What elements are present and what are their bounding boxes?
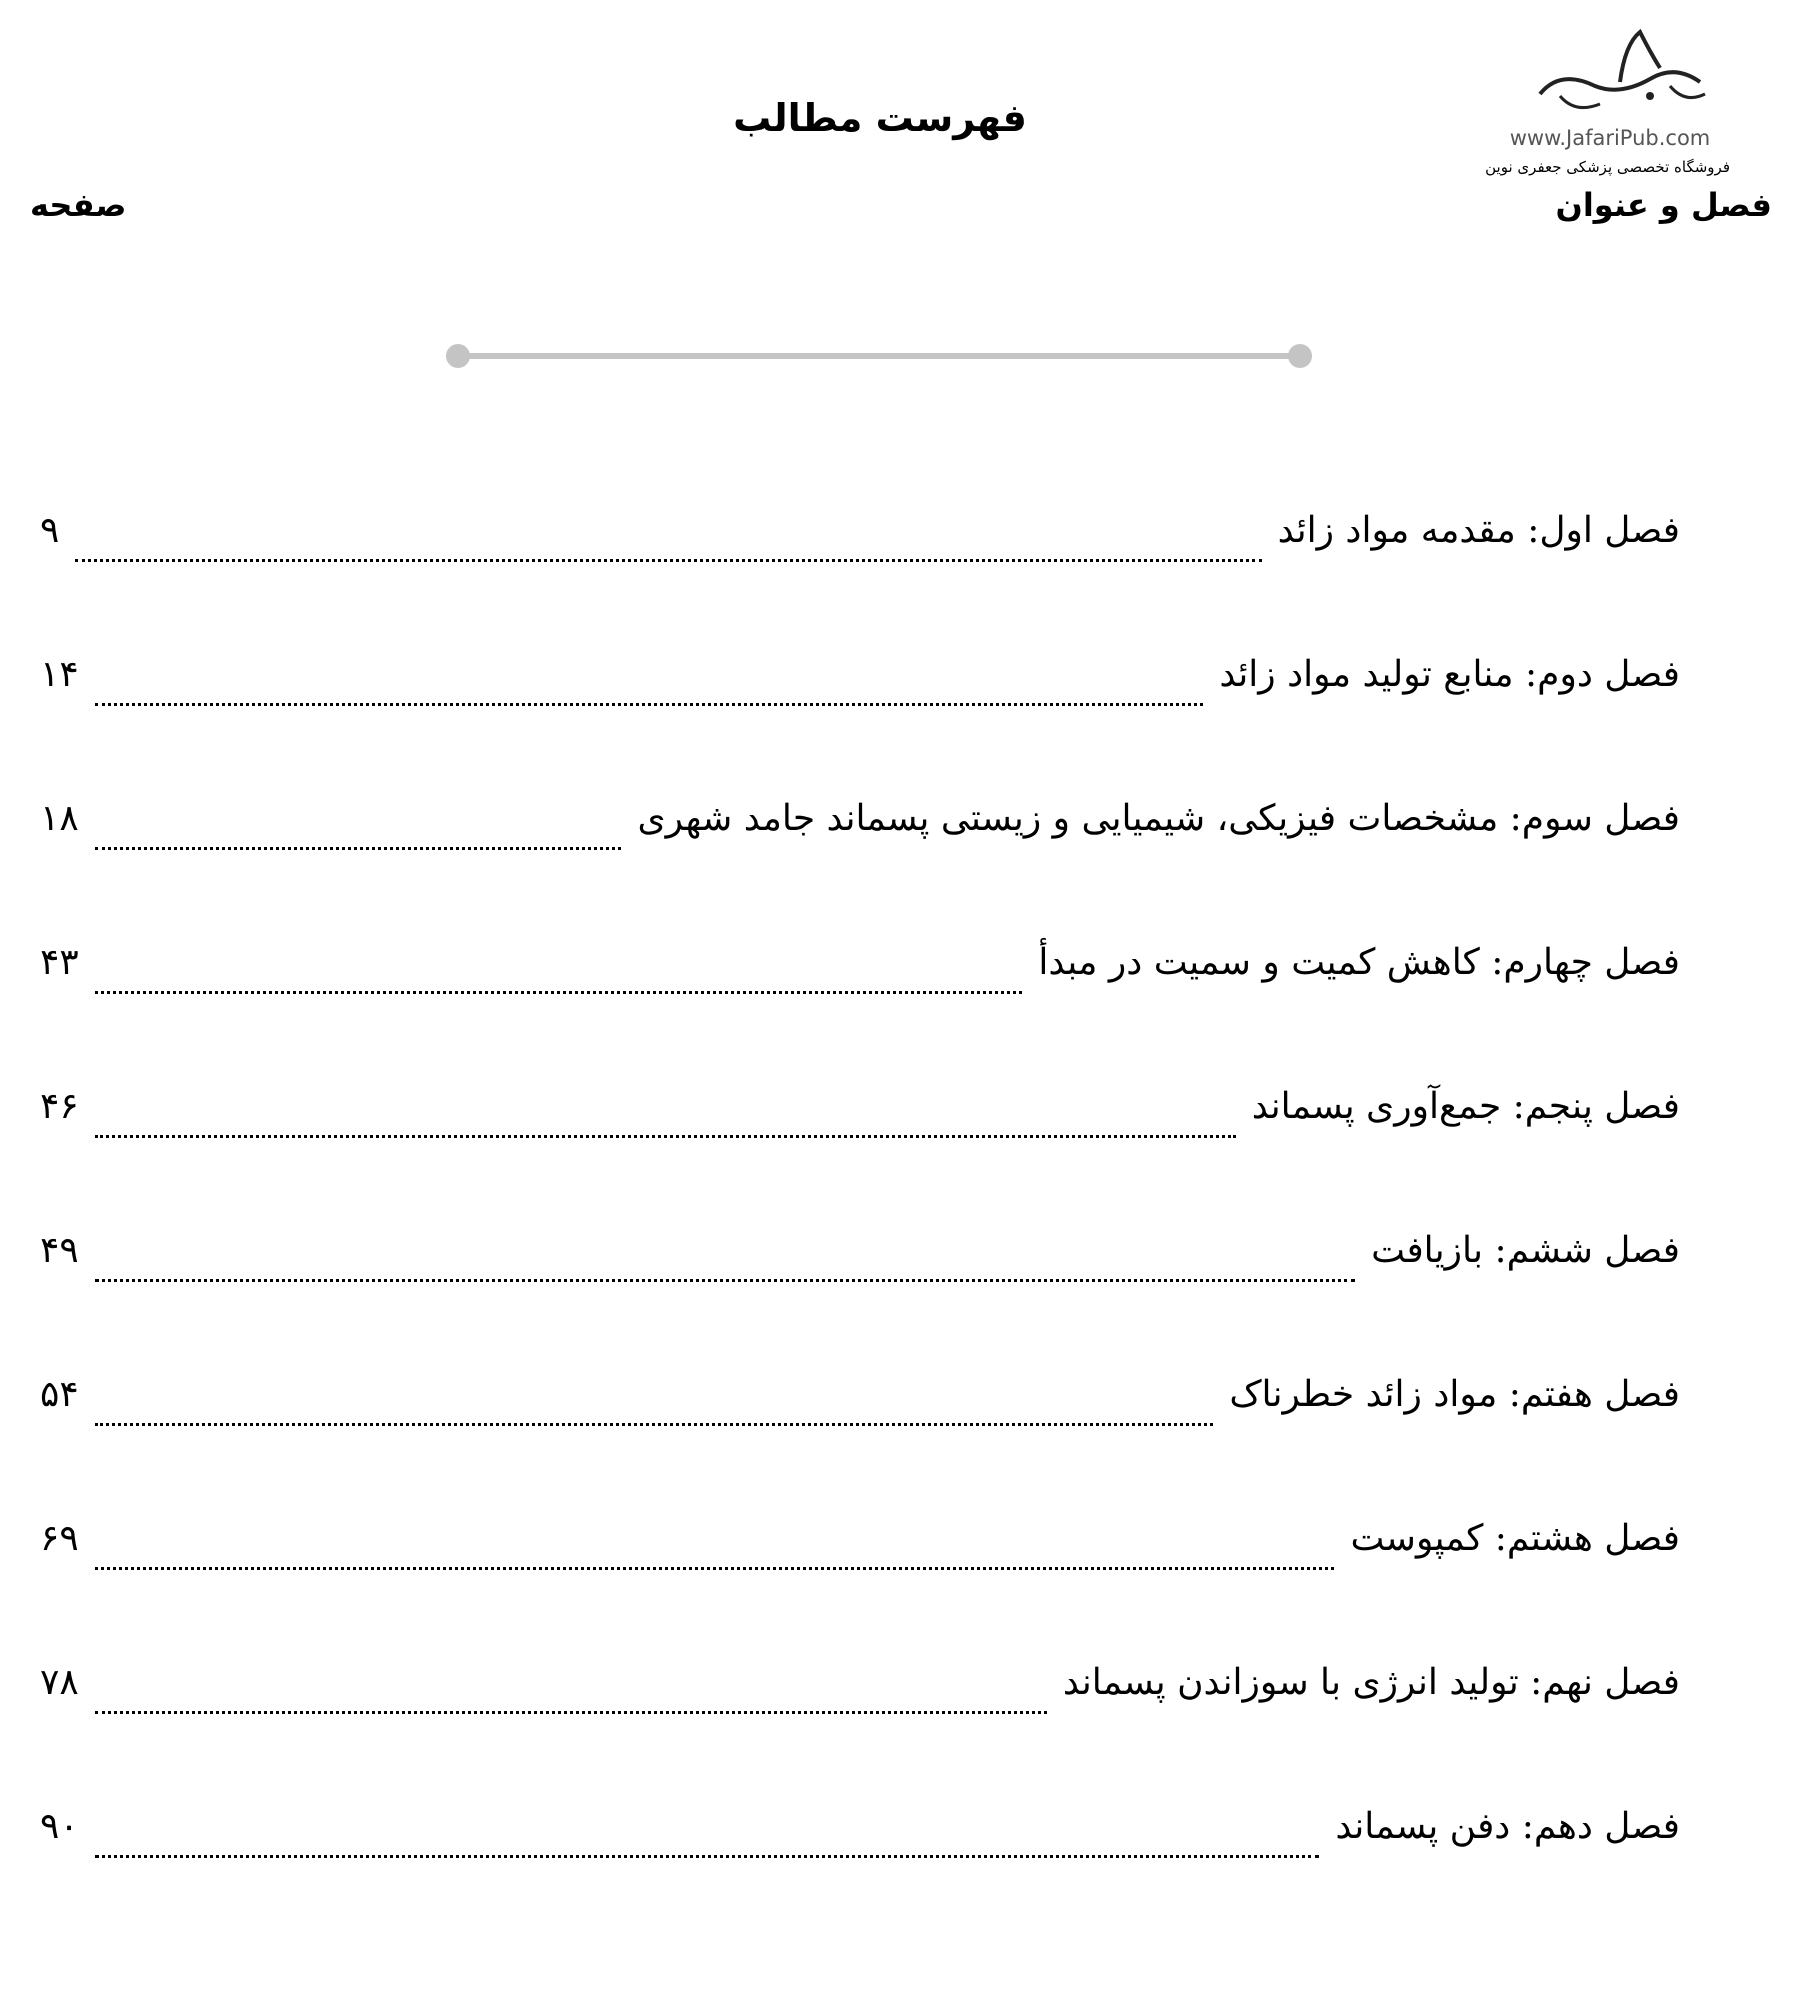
toc-entry-title: فصل ششم: بازیافت <box>1371 1230 1680 1271</box>
toc-entry-page-number: ۴۹ <box>40 1230 79 1271</box>
toc-leader-dots <box>95 847 622 850</box>
publisher-logo-mark-icon <box>1500 24 1720 124</box>
toc-entry-page-number: ۹۰ <box>40 1806 79 1847</box>
publisher-url: www.JafariPub.com <box>1509 126 1711 150</box>
toc-entry[interactable] <box>40 1086 1680 1230</box>
toc-leader-dots <box>95 991 1023 994</box>
toc-leader-dots <box>95 1135 1236 1138</box>
toc-entry-title: فصل دهم: دفن پسماند <box>1335 1806 1680 1847</box>
column-header-title: فصل و عنوان <box>1555 186 1772 224</box>
toc-leader-dots <box>75 559 1261 562</box>
toc-leader-dots <box>95 1279 1355 1282</box>
toc-entry-title: فصل پنجم: جمع‌آوری پسماند <box>1251 1086 1680 1127</box>
toc-entry[interactable] <box>40 942 1680 1086</box>
toc-entry-title: فصل دوم: منابع تولید مواد زائد <box>1219 654 1680 695</box>
toc-leader-dots <box>95 703 1204 706</box>
toc-leader-dots <box>95 1711 1047 1714</box>
toc-leader-dots <box>95 1567 1335 1570</box>
toc-entry-page-number: ۱۸ <box>40 798 79 839</box>
toc-entry-title: فصل نهم: تولید انرژی با سوزاندن پسماند <box>1062 1662 1680 1703</box>
toc-entry-title: فصل اول: مقدمه مواد زائد <box>1277 510 1680 551</box>
toc-entry[interactable] <box>40 798 1680 942</box>
toc-entry[interactable] <box>40 654 1680 798</box>
toc-entry-page-number: ۱۴ <box>40 654 79 695</box>
toc-entry-page-number: ۶۹ <box>40 1518 79 1559</box>
toc-entry-page-number: ۵۴ <box>40 1374 79 1415</box>
toc-entry[interactable] <box>40 1806 1680 1950</box>
column-header-page: صفحه <box>30 186 127 224</box>
publisher-tagline: فروشگاه تخصصی پزشکی جعفری نوین <box>1485 158 1730 176</box>
toc-entry-page-number: ۴۶ <box>40 1086 79 1127</box>
toc-entry[interactable] <box>40 510 1680 654</box>
toc-entry-title: فصل سوم: مشخصات فیزیکی، شیمیایی و زیستی پسماند جامد شهری <box>637 798 1680 839</box>
toc-leader-dots <box>95 1855 1320 1858</box>
publisher-logo <box>1485 24 1730 200</box>
toc-leader-dots <box>95 1423 1214 1426</box>
decorative-divider <box>444 340 1314 372</box>
toc-entry[interactable] <box>40 1230 1680 1374</box>
toc-entry-page-number: ۴۳ <box>40 942 79 983</box>
toc-entry[interactable] <box>40 1662 1680 1806</box>
toc-entry-title: فصل هفتم: مواد زائد خطرناک <box>1229 1374 1680 1415</box>
toc-entry-page-number: ۷۸ <box>40 1662 79 1703</box>
page-title: فهرست مطالب <box>733 96 1027 140</box>
toc-entry-page-number: ۹ <box>40 510 60 551</box>
toc-entry-title: فصل هشتم: کمپوست <box>1350 1518 1680 1559</box>
table-of-contents <box>40 510 1680 1950</box>
toc-entry[interactable] <box>40 1518 1680 1662</box>
toc-entry-title: فصل چهارم: کاهش کمیت و سمیت در مبدأ <box>1038 942 1680 983</box>
toc-entry[interactable] <box>40 1374 1680 1518</box>
